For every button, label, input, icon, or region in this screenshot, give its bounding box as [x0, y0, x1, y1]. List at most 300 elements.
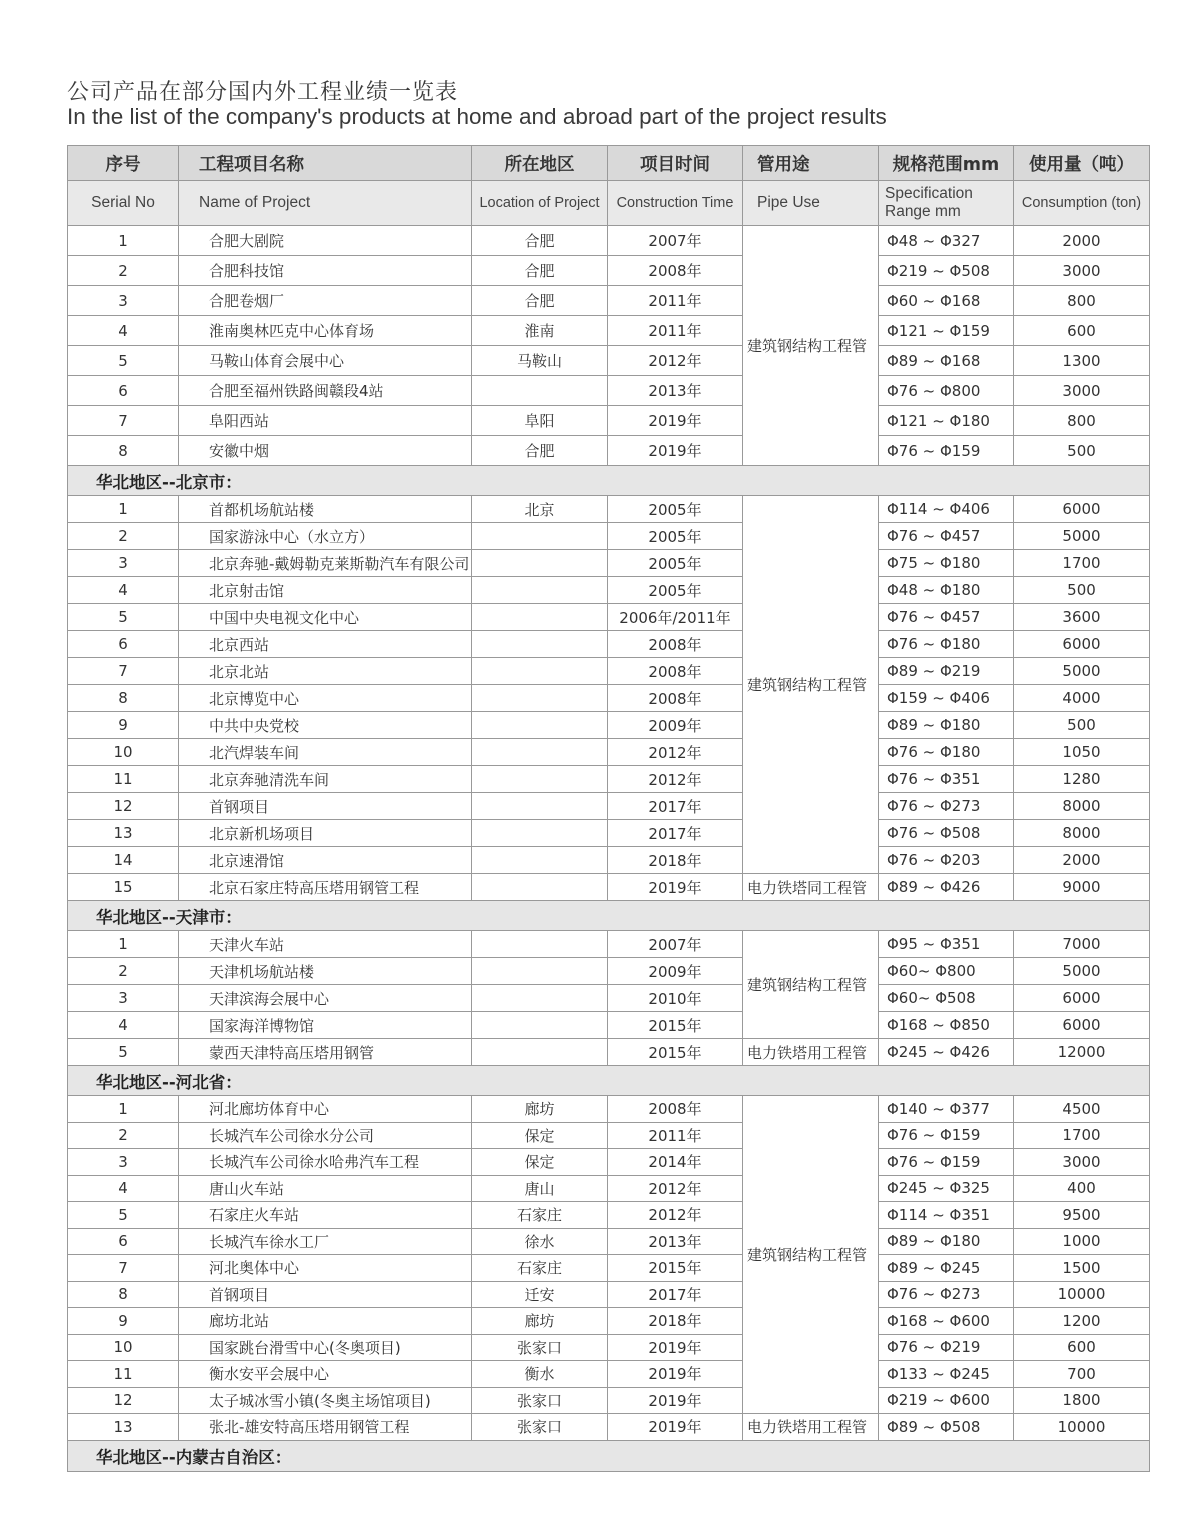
cell-location: 合肥: [472, 256, 608, 286]
cell-spec-range: Φ76 ~ Φ159: [879, 436, 1014, 466]
table-row: [68, 346, 1150, 376]
cell-project-name: 合肥卷烟厂: [179, 286, 472, 316]
cell-time: 2015年: [608, 1012, 743, 1039]
cell-spec-range: Φ76 ~ Φ203: [879, 847, 1014, 874]
cell-spec-range: Φ76 ~ Φ180: [879, 631, 1014, 658]
table-row: [68, 376, 1150, 406]
table-row: [68, 847, 1150, 874]
cell-project-name: 北京博览中心: [179, 685, 472, 712]
cell-time: 2008年: [608, 256, 743, 286]
cell-spec-range: Φ219 ~ Φ508: [879, 256, 1014, 286]
cell-consumption: 2000: [1014, 226, 1150, 256]
cell-consumption: 500: [1014, 436, 1150, 466]
cell-location: 徐水: [472, 1228, 608, 1255]
cell-project-name: 合肥科技馆: [179, 256, 472, 286]
page-title-en: In the list of the company's products at home and abroad part of the project results: [67, 104, 887, 129]
cell-spec-range: Φ60~ Φ508: [879, 985, 1014, 1012]
cell-time: 2012年: [608, 766, 743, 793]
table-row: [68, 1175, 1150, 1202]
cell-location: 唐山: [472, 1175, 608, 1202]
cell-location: [472, 658, 608, 685]
cell-spec-range: Φ60 ~ Φ168: [879, 286, 1014, 316]
cell-consumption: 6000: [1014, 631, 1150, 658]
cell-serial: 7: [68, 658, 179, 685]
cell-time: 2012年: [608, 739, 743, 766]
cell-location: 合肥: [472, 226, 608, 256]
cell-time: 2019年: [608, 1387, 743, 1414]
cell-time: 2008年: [608, 685, 743, 712]
table-row: [68, 1308, 1150, 1335]
cell-serial: 4: [68, 577, 179, 604]
cell-time: 2009年: [608, 958, 743, 985]
cell-spec-range: Φ75 ~ Φ180: [879, 550, 1014, 577]
cell-project-name: 安徽中烟: [179, 436, 472, 466]
cell-serial: 12: [68, 793, 179, 820]
cell-serial: 1: [68, 931, 179, 958]
cell-project-name: 中国中央电视文化中心: [179, 604, 472, 631]
cell-location: 保定: [472, 1122, 608, 1149]
cell-consumption: 800: [1014, 406, 1150, 436]
cell-serial: 8: [68, 436, 179, 466]
cell-spec-range: Φ159 ~ Φ406: [879, 685, 1014, 712]
cell-spec-range: Φ89 ~ Φ219: [879, 658, 1014, 685]
cell-time: 2017年: [608, 793, 743, 820]
cell-location: [472, 712, 608, 739]
cell-project-name: 张北-雄安特高压塔用钢管工程: [179, 1414, 472, 1441]
cell-consumption: 1050: [1014, 739, 1150, 766]
cell-spec-range: Φ76 ~ Φ219: [879, 1334, 1014, 1361]
section-title: 华北地区--河北省：: [68, 1066, 1150, 1096]
cell-serial: 5: [68, 1039, 179, 1066]
cell-spec-range: Φ76 ~ Φ273: [879, 1281, 1014, 1308]
cell-serial: 3: [68, 985, 179, 1012]
cell-location: 合肥: [472, 436, 608, 466]
cell-project-name: 首都机场航站楼: [179, 496, 472, 523]
cell-serial: 2: [68, 523, 179, 550]
cell-location: 北京: [472, 496, 608, 523]
table-row: [68, 1334, 1150, 1361]
cell-consumption: 1700: [1014, 1122, 1150, 1149]
cell-spec-range: Φ95 ~ Φ351: [879, 931, 1014, 958]
table-row: [68, 1255, 1150, 1282]
cell-project-name: 首钢项目: [179, 1281, 472, 1308]
cell-consumption: 5000: [1014, 658, 1150, 685]
cell-serial: 11: [68, 1361, 179, 1388]
page-title-zh: 公司产品在部分国内外工程业绩一览表: [67, 80, 459, 105]
cell-project-name: 北京射击馆: [179, 577, 472, 604]
cell-location: 阜阳: [472, 406, 608, 436]
header-row-en: [68, 181, 1150, 226]
cell-time: 2008年: [608, 1096, 743, 1123]
cell-serial: 6: [68, 1228, 179, 1255]
cell-location: [472, 874, 608, 901]
cell-location: 石家庄: [472, 1202, 608, 1229]
cell-project-name: 河北廊坊体育中心: [179, 1096, 472, 1123]
cell-pipe-use: 建筑钢结构工程管: [743, 1096, 879, 1414]
cell-spec-range: Φ76 ~ Φ159: [879, 1149, 1014, 1176]
cell-time: 2010年: [608, 985, 743, 1012]
cell-time: 2005年: [608, 496, 743, 523]
cell-location: [472, 1039, 608, 1066]
cell-location: [472, 766, 608, 793]
cell-time: 2011年: [608, 316, 743, 346]
cell-consumption: 6000: [1014, 985, 1150, 1012]
cell-project-name: 北京北站: [179, 658, 472, 685]
header-row-zh: [68, 146, 1150, 181]
cell-project-name: 北京奔驰清洗车间: [179, 766, 472, 793]
header-spec-zh: 规格范围mm: [879, 146, 1014, 181]
cell-consumption: 3000: [1014, 256, 1150, 286]
cell-location: 保定: [472, 1149, 608, 1176]
table-row: [68, 1012, 1150, 1039]
cell-time: 2008年: [608, 658, 743, 685]
table-row: [68, 1122, 1150, 1149]
cell-project-name: 淮南奥林匹克中心体育场: [179, 316, 472, 346]
section-title-row: [68, 1066, 1150, 1096]
cell-consumption: 5000: [1014, 523, 1150, 550]
cell-location: [472, 931, 608, 958]
cell-serial: 5: [68, 1202, 179, 1229]
cell-consumption: 1500: [1014, 1255, 1150, 1282]
cell-serial: 7: [68, 406, 179, 436]
projects-table: [67, 145, 1150, 1472]
header-time-zh: 项目时间: [608, 146, 743, 181]
table-row: [68, 1414, 1150, 1441]
cell-consumption: 10000: [1014, 1281, 1150, 1308]
cell-project-name: 天津火车站: [179, 931, 472, 958]
header-project-en: Name of Project: [179, 181, 472, 226]
cell-project-name: 北京奔驰-戴姆勒克莱斯勒汽车有限公司: [179, 550, 472, 577]
cell-time: 2008年: [608, 631, 743, 658]
cell-time: 2011年: [608, 1122, 743, 1149]
header-project-zh: 工程项目名称: [179, 146, 472, 181]
cell-time: 2019年: [608, 1361, 743, 1388]
cell-serial: 3: [68, 286, 179, 316]
cell-consumption: 600: [1014, 316, 1150, 346]
table-row: [68, 286, 1150, 316]
cell-time: 2006年/2011年: [608, 604, 743, 631]
cell-time: 2013年: [608, 376, 743, 406]
cell-location: [472, 685, 608, 712]
cell-serial: 13: [68, 820, 179, 847]
header-use-en: Pipe Use: [743, 181, 879, 226]
cell-consumption: 2000: [1014, 847, 1150, 874]
cell-location: [472, 847, 608, 874]
table-row: [68, 1202, 1150, 1229]
cell-spec-range: Φ89 ~ Φ180: [879, 1228, 1014, 1255]
cell-consumption: 3000: [1014, 1149, 1150, 1176]
cell-location: 石家庄: [472, 1255, 608, 1282]
cell-project-name: 国家海洋博物馆: [179, 1012, 472, 1039]
cell-consumption: 4500: [1014, 1096, 1150, 1123]
cell-serial: 3: [68, 550, 179, 577]
cell-consumption: 8000: [1014, 820, 1150, 847]
cell-spec-range: Φ48 ~ Φ327: [879, 226, 1014, 256]
cell-project-name: 长城汽车公司徐水分公司: [179, 1122, 472, 1149]
table-row: [68, 874, 1150, 901]
cell-pipe-use: 电力铁塔同工程管: [743, 874, 879, 901]
cell-consumption: 9500: [1014, 1202, 1150, 1229]
cell-consumption: 6000: [1014, 496, 1150, 523]
cell-time: 2015年: [608, 1039, 743, 1066]
cell-serial: 1: [68, 496, 179, 523]
table-row: [68, 658, 1150, 685]
cell-project-name: 蒙西天津特高压塔用钢管: [179, 1039, 472, 1066]
cell-consumption: 8000: [1014, 793, 1150, 820]
cell-location: [472, 550, 608, 577]
cell-time: 2007年: [608, 226, 743, 256]
cell-project-name: 阜阳西站: [179, 406, 472, 436]
cell-spec-range: Φ140 ~ Φ377: [879, 1096, 1014, 1123]
cell-pipe-use: 建筑钢结构工程管: [743, 226, 879, 466]
section-title: 华北地区--天津市：: [68, 901, 1150, 931]
cell-consumption: 12000: [1014, 1039, 1150, 1066]
cell-serial: 9: [68, 1308, 179, 1335]
header-time-en: Construction Time: [608, 181, 743, 226]
cell-spec-range: Φ114 ~ Φ351: [879, 1202, 1014, 1229]
cell-serial: 8: [68, 685, 179, 712]
table-row: [68, 1096, 1150, 1123]
cell-time: 2019年: [608, 1334, 743, 1361]
cell-serial: 12: [68, 1387, 179, 1414]
cell-spec-range: Φ60~ Φ800: [879, 958, 1014, 985]
cell-spec-range: Φ76 ~ Φ273: [879, 793, 1014, 820]
cell-time: 2019年: [608, 436, 743, 466]
cell-serial: 2: [68, 256, 179, 286]
cell-time: 2014年: [608, 1149, 743, 1176]
cell-spec-range: Φ89 ~ Φ180: [879, 712, 1014, 739]
cell-serial: 7: [68, 1255, 179, 1282]
cell-project-name: 太子城冰雪小镇(冬奥主场馆项目): [179, 1387, 472, 1414]
cell-consumption: 3000: [1014, 376, 1150, 406]
cell-consumption: 5000: [1014, 958, 1150, 985]
cell-spec-range: Φ219 ~ Φ600: [879, 1387, 1014, 1414]
cell-spec-range: Φ89 ~ Φ168: [879, 346, 1014, 376]
cell-consumption: 9000: [1014, 874, 1150, 901]
cell-location: [472, 739, 608, 766]
cell-project-name: 北京西站: [179, 631, 472, 658]
cell-spec-range: Φ76 ~ Φ457: [879, 523, 1014, 550]
section-title-row: [68, 901, 1150, 931]
section-title: 华北地区--内蒙古自治区：: [68, 1440, 1150, 1471]
cell-serial: 8: [68, 1281, 179, 1308]
table-row: [68, 226, 1150, 256]
header-serial-en: Serial No: [68, 181, 179, 226]
cell-pipe-use: 电力铁塔用工程管: [743, 1039, 879, 1066]
table-row: [68, 712, 1150, 739]
cell-time: 2005年: [608, 577, 743, 604]
cell-location: 张家口: [472, 1387, 608, 1414]
header-consumption-zh: 使用量（吨）: [1014, 146, 1150, 181]
cell-location: [472, 958, 608, 985]
cell-time: 2012年: [608, 346, 743, 376]
cell-project-name: 天津机场航站楼: [179, 958, 472, 985]
cell-project-name: 北京石家庄特高压塔用钢管工程: [179, 874, 472, 901]
cell-consumption: 1300: [1014, 346, 1150, 376]
section-title: 华北地区--北京市：: [68, 466, 1150, 496]
cell-location: [472, 1012, 608, 1039]
cell-consumption: 600: [1014, 1334, 1150, 1361]
header-use-zh: 管用途: [743, 146, 879, 181]
cell-serial: 4: [68, 1012, 179, 1039]
cell-consumption: 800: [1014, 286, 1150, 316]
cell-serial: 5: [68, 604, 179, 631]
cell-location: 张家口: [472, 1414, 608, 1441]
table-row: [68, 820, 1150, 847]
cell-serial: 6: [68, 631, 179, 658]
cell-spec-range: Φ168 ~ Φ850: [879, 1012, 1014, 1039]
header-spec-en-line1: Specification: [885, 185, 973, 202]
cell-serial: 4: [68, 316, 179, 346]
cell-project-name: 北汽焊装车间: [179, 739, 472, 766]
cell-consumption: 6000: [1014, 1012, 1150, 1039]
cell-serial: 4: [68, 1175, 179, 1202]
header-spec-en: [879, 181, 1014, 226]
cell-location: [472, 631, 608, 658]
table-row: [68, 604, 1150, 631]
cell-time: 2013年: [608, 1228, 743, 1255]
table-row: [68, 1149, 1150, 1176]
cell-project-name: 石家庄火车站: [179, 1202, 472, 1229]
cell-serial: 13: [68, 1414, 179, 1441]
table-row: [68, 958, 1150, 985]
cell-time: 2012年: [608, 1175, 743, 1202]
cell-consumption: 1700: [1014, 550, 1150, 577]
cell-serial: 2: [68, 958, 179, 985]
cell-project-name: 国家跳台滑雪中心(冬奥项目): [179, 1334, 472, 1361]
cell-serial: 5: [68, 346, 179, 376]
cell-serial: 15: [68, 874, 179, 901]
cell-spec-range: Φ133 ~ Φ245: [879, 1361, 1014, 1388]
cell-project-name: 北京速滑馆: [179, 847, 472, 874]
cell-project-name: 天津滨海会展中心: [179, 985, 472, 1012]
cell-project-name: 衡水安平会展中心: [179, 1361, 472, 1388]
cell-project-name: 国家游泳中心（水立方）: [179, 523, 472, 550]
table-row: [68, 316, 1150, 346]
cell-consumption: 1000: [1014, 1228, 1150, 1255]
table-row: [68, 496, 1150, 523]
cell-location: 淮南: [472, 316, 608, 346]
table-row: [68, 1361, 1150, 1388]
cell-time: 2018年: [608, 1308, 743, 1335]
cell-location: 廊坊: [472, 1096, 608, 1123]
header-serial-zh: 序号: [68, 146, 179, 181]
cell-consumption: 1280: [1014, 766, 1150, 793]
cell-spec-range: Φ89 ~ Φ508: [879, 1414, 1014, 1441]
table-row: [68, 523, 1150, 550]
cell-time: 2017年: [608, 1281, 743, 1308]
cell-spec-range: Φ76 ~ Φ351: [879, 766, 1014, 793]
cell-spec-range: Φ168 ~ Φ600: [879, 1308, 1014, 1335]
cell-spec-range: Φ89 ~ Φ426: [879, 874, 1014, 901]
cell-serial: 10: [68, 1334, 179, 1361]
cell-spec-range: Φ76 ~ Φ180: [879, 739, 1014, 766]
cell-time: 2012年: [608, 1202, 743, 1229]
table-row: [68, 766, 1150, 793]
cell-location: 迁安: [472, 1281, 608, 1308]
cell-spec-range: Φ76 ~ Φ159: [879, 1122, 1014, 1149]
cell-consumption: 7000: [1014, 931, 1150, 958]
cell-consumption: 10000: [1014, 1414, 1150, 1441]
cell-spec-range: Φ121 ~ Φ159: [879, 316, 1014, 346]
cell-project-name: 廊坊北站: [179, 1308, 472, 1335]
table-row: [68, 1039, 1150, 1066]
table-row: [68, 1387, 1150, 1414]
table-row: [68, 1281, 1150, 1308]
table-row: [68, 631, 1150, 658]
cell-serial: 10: [68, 739, 179, 766]
cell-location: [472, 523, 608, 550]
cell-time: 2019年: [608, 874, 743, 901]
cell-time: 2005年: [608, 550, 743, 577]
cell-consumption: 4000: [1014, 685, 1150, 712]
cell-project-name: 马鞍山体育会展中心: [179, 346, 472, 376]
cell-project-name: 长城汽车徐水工厂: [179, 1228, 472, 1255]
cell-spec-range: Φ121 ~ Φ180: [879, 406, 1014, 436]
cell-location: [472, 577, 608, 604]
cell-time: 2015年: [608, 1255, 743, 1282]
cell-serial: 3: [68, 1149, 179, 1176]
cell-project-name: 河北奥体中心: [179, 1255, 472, 1282]
cell-serial: 14: [68, 847, 179, 874]
cell-consumption: 1200: [1014, 1308, 1150, 1335]
cell-pipe-use: 建筑钢结构工程管: [743, 496, 879, 874]
cell-location: [472, 604, 608, 631]
table-row: [68, 793, 1150, 820]
cell-spec-range: Φ114 ~ Φ406: [879, 496, 1014, 523]
cell-consumption: 500: [1014, 712, 1150, 739]
cell-project-name: 中共中央党校: [179, 712, 472, 739]
cell-consumption: 400: [1014, 1175, 1150, 1202]
cell-project-name: 合肥至福州铁路闽赣段4站: [179, 376, 472, 406]
cell-location: 衡水: [472, 1361, 608, 1388]
header-spec-en-line2: Range mm: [885, 203, 961, 220]
cell-spec-range: Φ76 ~ Φ457: [879, 604, 1014, 631]
section-title-row: [68, 466, 1150, 496]
table-row: [68, 685, 1150, 712]
table-row: [68, 577, 1150, 604]
table-row: [68, 985, 1150, 1012]
cell-serial: 1: [68, 1096, 179, 1123]
cell-pipe-use: 电力铁塔用工程管: [743, 1414, 879, 1441]
cell-spec-range: Φ245 ~ Φ325: [879, 1175, 1014, 1202]
cell-location: 马鞍山: [472, 346, 608, 376]
header-consumption-en: Consumption (ton): [1014, 181, 1150, 226]
cell-serial: 11: [68, 766, 179, 793]
cell-serial: 1: [68, 226, 179, 256]
cell-location: [472, 376, 608, 406]
cell-spec-range: Φ245 ~ Φ426: [879, 1039, 1014, 1066]
cell-location: [472, 793, 608, 820]
cell-time: 2017年: [608, 820, 743, 847]
table-row: [68, 1228, 1150, 1255]
cell-time: 2018年: [608, 847, 743, 874]
cell-time: 2019年: [608, 406, 743, 436]
cell-time: 2007年: [608, 931, 743, 958]
cell-time: 2009年: [608, 712, 743, 739]
cell-time: 2019年: [608, 1414, 743, 1441]
cell-consumption: 700: [1014, 1361, 1150, 1388]
table-row: [68, 739, 1150, 766]
header-location-en: Location of Project: [472, 181, 608, 226]
table-row: [68, 256, 1150, 286]
cell-serial: 6: [68, 376, 179, 406]
cell-location: 合肥: [472, 286, 608, 316]
cell-consumption: 3600: [1014, 604, 1150, 631]
cell-spec-range: Φ89 ~ Φ245: [879, 1255, 1014, 1282]
cell-spec-range: Φ76 ~ Φ800: [879, 376, 1014, 406]
cell-project-name: 首钢项目: [179, 793, 472, 820]
